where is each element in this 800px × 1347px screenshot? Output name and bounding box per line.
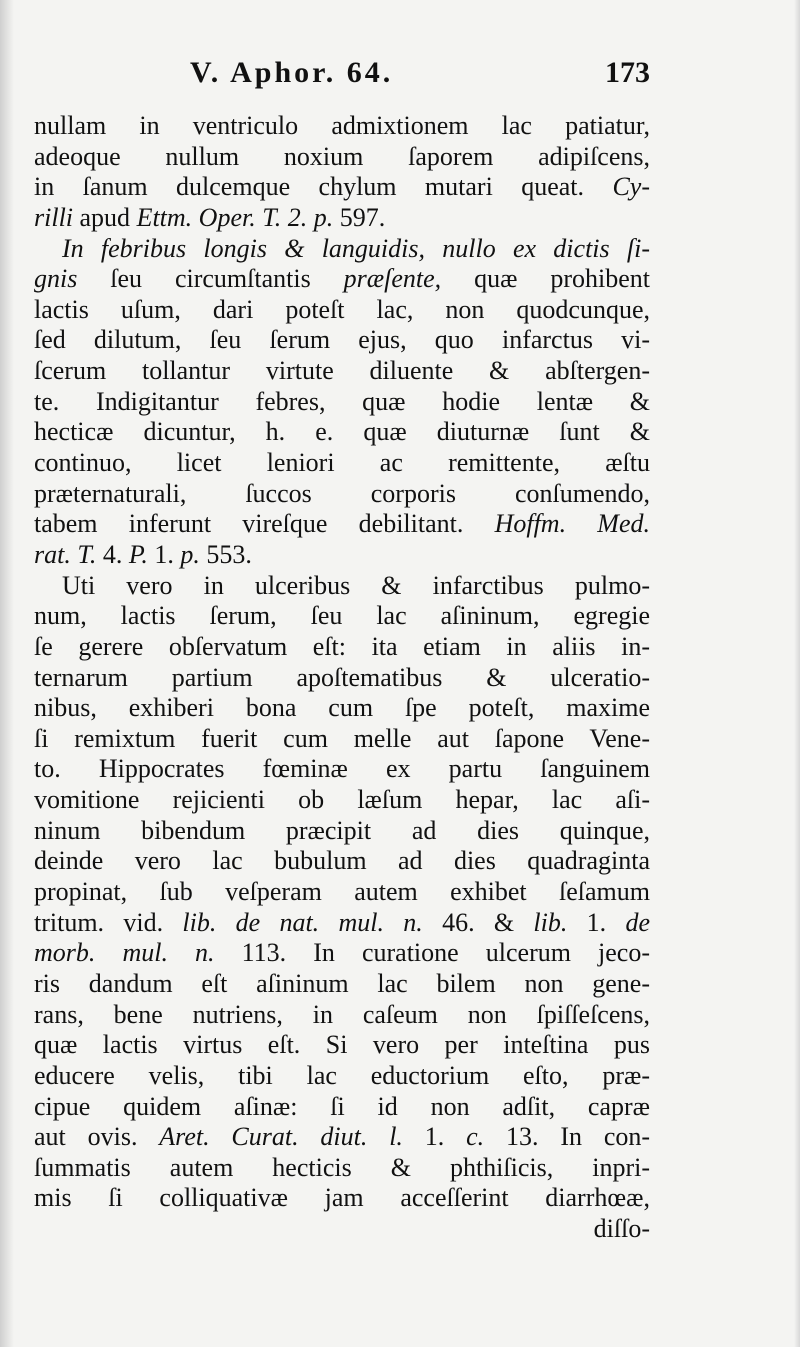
italic-segment: c. [466,1122,485,1152]
roman-segment: præternaturali, ſuccos corporis conſumendo, [34,478,650,508]
roman-segment: nibus, exhiberi bona cum ſpe poteſt, maxime [34,693,650,723]
text-line [34,234,650,265]
text-line [34,448,650,479]
text-line [34,693,650,724]
text-line [34,1122,650,1153]
text-line [34,417,650,448]
text-line [34,509,650,540]
roman-segment: ſed dilutum, ſeu ſerum ejus, quo infarctus vi- [34,325,650,355]
roman-segment: propinat, ſub veſperam autem exhibet ſeſamum [34,877,650,907]
roman-segment: to. Hippocrates fœminæ ex partu ſanguinem [34,754,650,784]
text-line [34,387,650,418]
text-line [34,203,650,234]
text-line [34,1214,650,1245]
text-line [34,632,650,663]
roman-segment: cipue quidem aſinæ: ſi id non adſit, capræ [34,1091,650,1121]
italic-segment: præſente, [343,264,442,294]
italic-segment: gnis [34,264,78,294]
italic-segment: lib. de nat. mul. n. [182,907,423,937]
text-line [34,1092,650,1123]
roman-segment: ſe gerere obſervatum eſt: ita etiam in aliis in- [34,631,650,661]
roman-segment: aut ovis. [34,1122,160,1152]
italic-segment: morb. mul. n. [34,938,215,968]
roman-segment: ris dandum eſt aſininum lac bilem non gene- [34,968,650,998]
text-line [34,877,650,908]
roman-segment: mis ſi colliquativæ jam acceſſerint diarrhœæ, [34,1183,650,1213]
italic-segment: Ettm. Oper. T. 2. p. [136,202,334,232]
italic-segment: Cy- [612,172,650,202]
roman-segment: nullam in ventriculo admixtionem lac patiatur, [34,111,650,140]
roman-segment: ninum bibendum præcipit ad dies quinque, [34,815,650,845]
roman-segment: in ſanum dulcemque chylum mutari queat. [34,172,613,202]
text-line [34,1153,650,1184]
text-line [34,479,650,510]
italic-segment: de [625,907,650,937]
italic-segment: rilli [34,202,74,232]
italic-segment: In febribus longis & languidis, nullo ex dictis ſi- [62,233,650,263]
roman-segment: vomitione rejicienti ob læſum hepar, lac aſi- [34,785,650,815]
roman-segment: adeoque nullum noxium ſaporem adipiſcens, [34,141,650,171]
text-line [34,540,650,571]
roman-segment: te. Indigitantur febres, quæ hodie lentæ & [34,386,650,416]
roman-segment: ſummatis autem hecticis & phthiſicis, inpri- [34,1152,650,1182]
body-text [34,111,650,1245]
text-line [34,172,650,203]
roman-segment: educere velis, tibi lac eductorium eſto, præ- [34,1060,650,1090]
roman-segment: lactis uſum, dari poteſt lac, non quodcunque, [34,294,650,324]
text-line [34,663,650,694]
italic-segment: rat. T. [34,539,97,569]
roman-segment: ternarum partium apoſtematibus & ulceratio- [34,662,650,692]
text-line [34,142,650,173]
roman-segment: ſi remixtum fuerit cum melle aut ſapone Vene- [34,723,650,753]
text-line [34,295,650,326]
text-line [34,846,650,877]
text-line [34,754,650,785]
roman-segment: deinde vero lac bubulum ad dies quadraginta [34,846,650,876]
roman-segment: 1. [567,907,626,937]
roman-segment: 597. [333,202,386,232]
text-line [34,601,650,632]
text-line [34,325,650,356]
roman-segment: 553. [199,539,252,569]
roman-segment: continuo, licet leniori ac remittente, æſtu [34,448,650,478]
italic-segment: P. [128,539,148,569]
text-line [34,724,650,755]
roman-segment: ſeu circumſtantis [77,264,344,294]
text-line [34,908,650,939]
text-line [34,969,650,1000]
roman-segment: 1. [147,539,181,569]
italic-segment: lib. [533,907,568,937]
roman-segment: quæ prohibent [441,264,650,294]
italic-segment: Aret. Curat. diut. l. [159,1122,403,1152]
roman-segment: tritum. vid. [34,907,183,937]
roman-segment: apud [73,202,137,232]
roman-segment: 13. In con- [484,1122,650,1152]
running-title: V. Aphor. 64. [190,56,394,89]
roman-segment: rans, bene nutriens, in caſeum non ſpiſſeſcens, [34,999,650,1029]
gutter-shadow [0,0,14,1347]
italic-segment: Hoffm. Med. [494,509,650,539]
page-header [190,56,650,96]
text-line [34,111,650,142]
text-line [34,1030,650,1061]
roman-segment: tabem inferunt vireſque debilitant. [34,509,495,539]
text-line [34,1183,650,1214]
roman-segment: 4. [96,539,129,569]
roman-segment: 1. [402,1122,467,1152]
page-edge [794,0,800,1347]
roman-segment: quæ lactis virtus eſt. Si vero per inteſtina pus [34,1030,650,1060]
roman-segment: diſſo- [593,1214,650,1244]
roman-segment: hecticæ dicuntur, h. e. quæ diuturnæ ſunt & [34,417,650,447]
text-line [34,785,650,816]
italic-segment: p. [180,539,200,569]
text-line [34,938,650,969]
text-line [34,264,650,295]
roman-segment: 113. In curatione ulcerum jeco- [214,938,650,968]
text-line [34,1061,650,1092]
text-line [34,356,650,387]
roman-segment: Uti vero in ulceribus & infarctibus pulmo- [62,570,650,600]
text-line [34,1000,650,1031]
roman-segment: ſcerum tollantur virtute diluente & abſtergen- [34,356,650,386]
text-line [34,816,650,847]
roman-segment: num, lactis ſerum, ſeu lac aſininum, egregie [34,601,650,631]
roman-segment: 46. & [422,907,534,937]
page-number: 173 [605,56,650,89]
text-line [34,571,650,602]
